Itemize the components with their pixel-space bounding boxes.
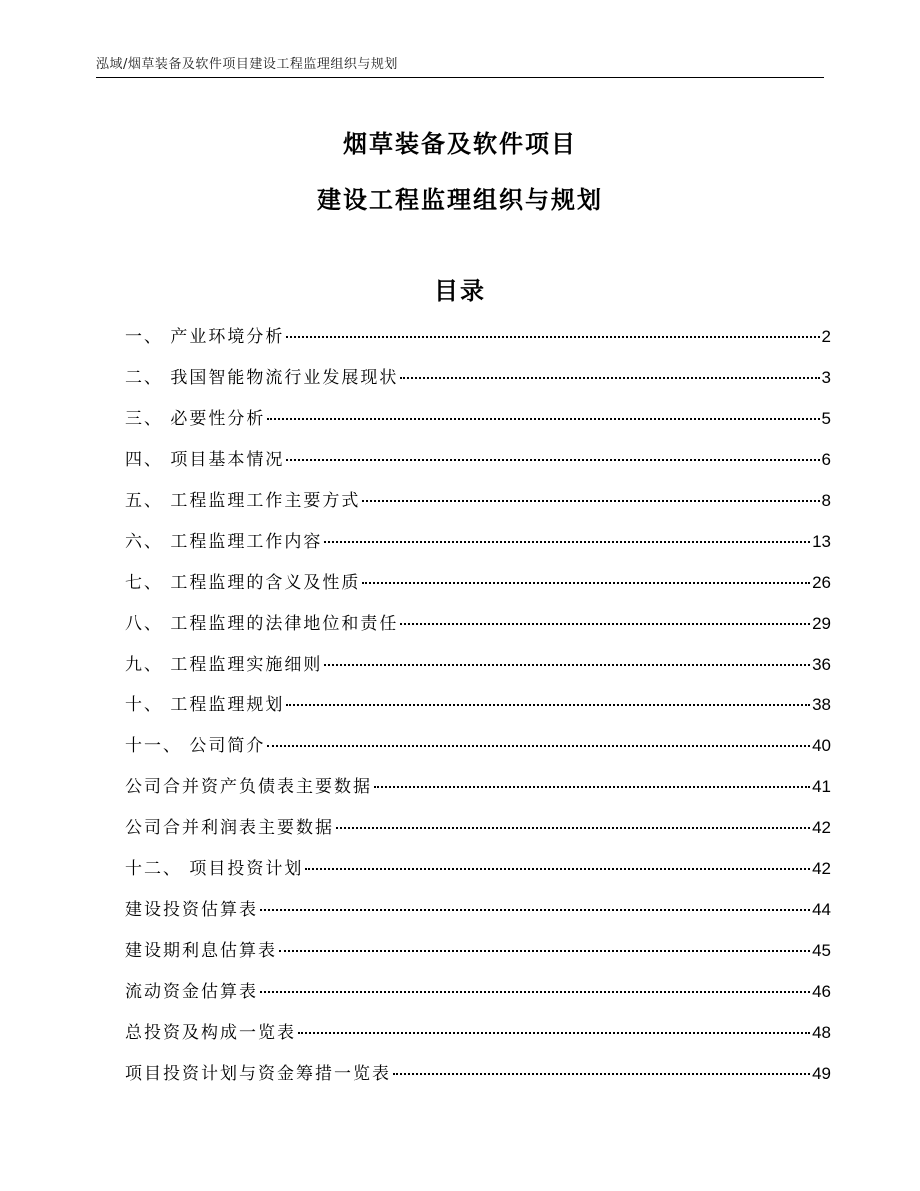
toc-heading: 目录 (434, 277, 486, 305)
toc-entry-page-number: 44 (812, 900, 831, 920)
toc-entry[interactable] (125, 358, 831, 399)
toc-entry[interactable] (125, 685, 831, 726)
toc-entry-page-number: 38 (812, 695, 831, 715)
table-of-contents (125, 317, 831, 1095)
toc-entry-label: 九、 工程监理实施细则 (125, 654, 323, 675)
toc-entry-page-number: 5 (821, 408, 831, 428)
toc-entry-page-number: 26 (812, 572, 831, 592)
toc-entry[interactable] (125, 399, 831, 440)
toc-entry-label: 二、 我国智能物流行业发展现状 (125, 367, 399, 388)
toc-entry-label: 公司合并资产负债表主要数据 (125, 777, 372, 798)
toc-entry[interactable] (125, 522, 831, 563)
toc-leader-dots (324, 540, 810, 543)
toc-entry-page-number: 2 (821, 327, 831, 346)
document-title-line-2: 建设工程监理组织与规划 (317, 186, 603, 214)
toc-leader-dots (286, 458, 819, 461)
toc-leader-dots (267, 744, 810, 747)
toc-entry-page-number: 42 (812, 859, 831, 879)
toc-entry-page-number: 48 (812, 1022, 831, 1042)
toc-leader-dots (286, 703, 810, 706)
toc-leader-dots (362, 581, 810, 584)
toc-leader-dots (400, 376, 819, 379)
toc-entry-page-number: 41 (812, 777, 831, 797)
toc-entry-label: 七、 工程监理的含义及性质 (125, 572, 361, 593)
toc-entry-page-number: 49 (812, 1063, 831, 1083)
toc-leader-dots (400, 622, 810, 625)
toc-entry[interactable] (125, 931, 831, 972)
toc-entry-page-number: 40 (812, 736, 831, 756)
toc-entry[interactable] (125, 767, 831, 808)
toc-entry-label: 十、 工程监理规划 (125, 695, 285, 716)
toc-entry-label: 十一、 公司简介 (125, 736, 266, 757)
toc-entry[interactable] (125, 645, 831, 686)
toc-entry[interactable] (125, 726, 831, 767)
toc-entry[interactable] (125, 808, 831, 849)
toc-entry-page-number: 3 (821, 367, 831, 387)
toc-leader-dots (305, 867, 810, 870)
toc-entry-label: 六、 工程监理工作内容 (125, 531, 323, 552)
document-title-line-1: 烟草装备及软件项目 (343, 130, 577, 158)
toc-entry[interactable] (125, 972, 831, 1013)
toc-leader-dots (260, 908, 810, 911)
toc-entry-label: 项目投资计划与资金筹措一览表 (125, 1063, 391, 1084)
toc-leader-dots (267, 417, 819, 420)
toc-leader-dots (362, 499, 819, 502)
toc-entry-label: 一、 产业环境分析 (125, 327, 285, 347)
toc-entry-label: 公司合并利润表主要数据 (125, 818, 334, 839)
toc-entry[interactable] (125, 563, 831, 604)
toc-entry-label: 三、 必要性分析 (125, 408, 266, 429)
toc-entry-page-number: 46 (812, 982, 831, 1001)
toc-leader-dots (393, 1072, 810, 1075)
toc-entry-label: 总投资及构成一览表 (125, 1022, 296, 1043)
toc-entry-page-number: 45 (812, 941, 831, 961)
toc-entry[interactable] (125, 604, 831, 645)
running-header: 泓域/烟草装备及软件项目建设工程监理组织与规划 (96, 57, 398, 72)
toc-entry-label: 建设投资估算表 (125, 900, 258, 921)
toc-entry[interactable] (125, 1013, 831, 1054)
toc-entry-page-number: 42 (812, 818, 831, 838)
header-divider (96, 77, 824, 78)
toc-entry-page-number: 6 (821, 449, 831, 469)
toc-leader-dots (260, 990, 810, 993)
toc-entry-page-number: 36 (812, 654, 831, 674)
toc-entry[interactable] (125, 481, 831, 522)
toc-entry-label: 四、 项目基本情况 (125, 449, 285, 470)
toc-entry-label: 建设期利息估算表 (125, 941, 277, 962)
toc-entry-page-number: 29 (812, 613, 831, 633)
toc-entry[interactable] (125, 440, 831, 481)
toc-entry-label: 八、 工程监理的法律地位和责任 (125, 613, 399, 634)
toc-leader-dots (324, 663, 810, 666)
toc-leader-dots (279, 949, 810, 952)
toc-leader-dots (298, 1031, 810, 1034)
toc-entry[interactable] (125, 1054, 831, 1095)
toc-leader-dots (374, 785, 810, 788)
toc-entry-page-number: 13 (812, 531, 831, 551)
toc-leader-dots (336, 826, 810, 829)
toc-entry[interactable] (125, 890, 831, 931)
toc-entry-page-number: 8 (821, 490, 831, 510)
toc-leader-dots (286, 335, 819, 338)
toc-entry[interactable] (125, 317, 831, 358)
toc-entry[interactable] (125, 849, 831, 890)
toc-entry-label: 十二、 项目投资计划 (125, 859, 304, 880)
toc-entry-label: 流动资金估算表 (125, 982, 258, 1002)
toc-entry-label: 五、 工程监理工作主要方式 (125, 490, 361, 511)
